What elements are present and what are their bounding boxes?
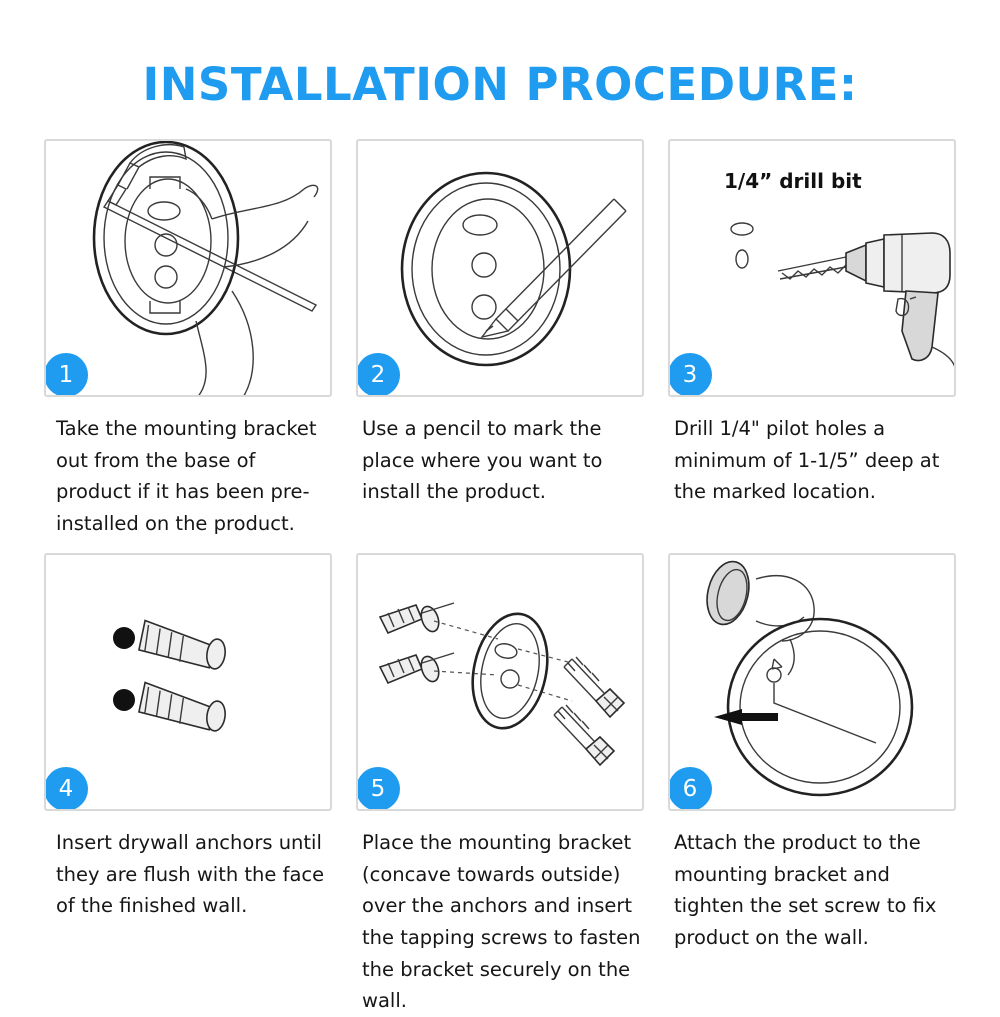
step-2 [356, 139, 644, 539]
step-6-caption: Attach the product to the mounting bracket and tighten the set screw to fix product on the wall. [674, 831, 937, 950]
step-5 [356, 553, 644, 1016]
step-1-caption: Take the mounting bracket out from the base of product if it has been pre-installed on the product. [56, 417, 317, 535]
step-2-caption: Use a pencil to mark the place where you want to install the product. [362, 417, 603, 504]
step-1-illustration [44, 139, 332, 397]
step-4-caption: Insert drywall anchors until they are flush with the face of the finished wall. [56, 831, 325, 918]
drill-bit-label: 1/4” drill bit [724, 169, 862, 193]
step-3-illustration [668, 139, 956, 397]
page-title: INSTALLATION PROCEDURE: [142, 58, 858, 111]
step-1-badge: 1 [44, 353, 88, 397]
step-5-badge: 5 [356, 767, 400, 811]
step-3-badge: 3 [668, 353, 712, 397]
steps-grid [44, 139, 956, 1017]
step-3-caption: Drill 1/4" pilot holes a minimum of 1-1/5” deep at the marked location. [674, 417, 940, 504]
step-2-badge: 2 [356, 353, 400, 397]
step-4-badge: 4 [44, 767, 88, 811]
step-6 [668, 553, 956, 1016]
step-1 [44, 139, 332, 539]
step-5-illustration [356, 553, 644, 811]
step-5-caption: Place the mounting bracket (concave towards outside) over the anchors and insert the tapping screws to fasten the bracket securely on the wall. [362, 831, 641, 1013]
step-6-badge: 6 [668, 767, 712, 811]
step-4-illustration [44, 553, 332, 811]
step-4 [44, 553, 332, 1016]
step-3 [668, 139, 956, 539]
step-2-illustration [356, 139, 644, 397]
step-6-illustration [668, 553, 956, 811]
